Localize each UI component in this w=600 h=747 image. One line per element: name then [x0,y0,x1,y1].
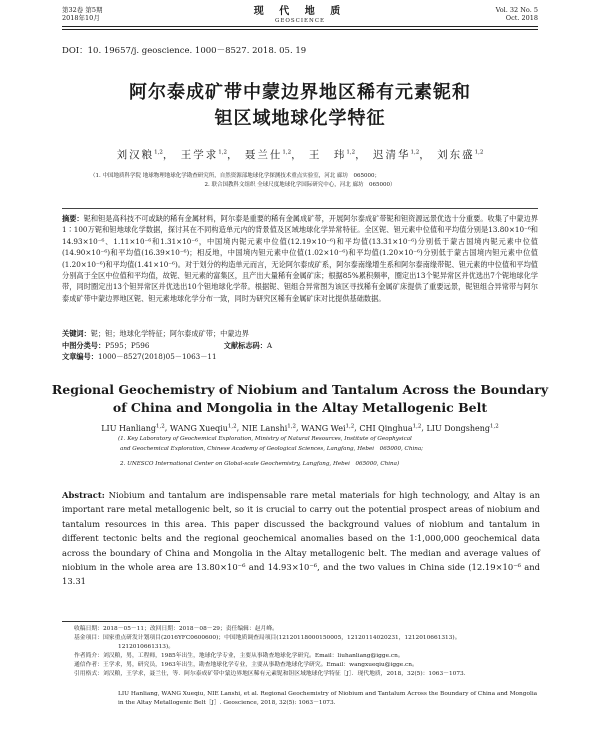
classification-line [62,340,538,362]
title-en-line1: Regional Geochemistry of Niobium and Tantalum Across the Boundary [51,382,549,397]
abstract-cn-text: 铌和钽是高科技不可或缺的稀有金属材料，阿尔泰是重要的稀有金属成矿带，开展阿尔泰成矿带铌和钽资源远景优选十分重要。收集了中蒙边界1∶100万铌和钽地球化学数据，探讨其在不同构造单元内的背景值及区域地球化学异常特征。全区铌、钽元素中位值和平均值分别是13.80×10⁻⁶和14.93×10⁻⁶、1.11×10⁻⁶和1.31×10⁻⁶，中国境内铌元素中位值(12.19×10⁻⁶)和平均值(13.31×10⁻⁶)分别低于蒙古国境内铌元素中位值(14.90×10⁻⁶)和平均值(16.39×10⁻⁶)；相反地，中国境内钽元素中位值(1.02×10⁻⁶)和平均值(1.20×10⁻⁶)分别低于蒙古国境内钽元素中位值(1.20×10⁻⁶)和平均值(1.41×10⁻⁶)。对于划分的构造单元而言，无论阿尔泰成矿系，阿尔泰南缘增生系和阿尔泰南缘带铌、钽元素的中位值和平均值分别高于全区中位值和平均值，故铌、钽元素的富集区，且产出大量稀有金属矿床；根据85%累积频率，圈定出13个铌异常区并优选出7个铌地球化学带，同时圈定出13个钽异常区并优选出10个钽地球化学带。根据铌、钽组合异常图为该区寻找稀有金属矿床提供了重要远景，铌钽组合异常带与阿尔泰成矿带中蒙边界地区铌、钽元素地球化学分布一致，同时为研究区稀有金属矿床对比提供基础数据。 [62,214,538,303]
section-divider [62,208,538,209]
footnote-corresponding-author: 通信作者：王学求，男，研究员，1963年出生，勘查地球化学专业，主要从事勘查地球化学研究。Email：wangxueqiu@igge.cn。 [74,662,418,668]
author-en: CHI Qinghua$^{1,2}$ [359,423,422,433]
affiliation-cn-2: 2. 联合国教科文组织 全球尺度地球化学国际研究中心，河北 廊坊 065000） [204,182,396,188]
journal-title-en: GEOSCIENCE [274,18,326,24]
abstract-en-text: Niobium and tantalum are indispensable rare metal materials for high technology, and Altay is an important rare metal metallogenic belt, so it is crucial to carry out the potential prospect areas of niobium and tantalum resources in this area. This paper discussed the background values of niobium and tantalum in different tectonic belts and the regional geochemical anomalies based on the 1∶1,000,000 geochemical data across the boundary of China and Mongolia in the Altay metallogenic belt. The median and average values of niobium in the whole area are 13.80×10⁻⁶ and 14.93×10⁻⁶, and the two values in China side (12.19×10⁻⁶ and 13.31 [62,490,540,587]
author-en: WANG Xueqiu$^{1,2}$ [169,423,237,433]
affiliation-cn-1: （1. 中国地质科学院 地球物理地球化学勘查研究所，自然资源部地球化学探测技术重点实验室，河北 廊坊 065000； [90,173,380,179]
footnote-citation-en: LIU Hanliang, WANG Xueqiu, NIE Lanshi, et al. Regional Geochemistry of Niobium and Tantalum Across the Boundary of China and Mongolia in the Altay Metallogenic Belt［J］. Geoscience, 2018, 32(5): 1063－1073. [118,691,538,706]
title-en-line2: of China and Mongolia in the Altay Metallogenic Belt [112,400,488,415]
authors-cn: 刘汉粮$^{1,2}$， 王学求$^{1,2}$， 聂兰仕$^{1,2}$， 王 玮$^{1,2}$， 迟清华$^{1,2}$， 刘东盛$^{1,2}$ [116,149,484,161]
header-rule [62,26,538,30]
author-cn: 迟清华$^{1,2}$ [373,149,420,161]
header-date-cn: 2018年10月 [62,14,100,22]
abstract-cn-label: 摘要： [62,214,84,223]
author-cn: 刘东盛$^{1,2}$ [437,149,484,161]
author-cn: 刘汉粮$^{1,2}$ [116,149,163,161]
keywords-cn-text: 铌；钽；地球化学特征；阿尔泰成矿带；中蒙边界 [90,329,249,338]
author-cn: 聂兰仕$^{1,2}$ [244,149,292,161]
title-cn-line2: 钽区域地球化学特征 [214,108,386,129]
affiliation-en-1: (1. Key Laboratory of Geochemical Exploration, Ministry of Natural Resources, Institute of Geophysical [118,436,412,442]
author-en: WANG Wei$^{1,2}$ [301,423,355,433]
footnote-citation-cn: 引用格式：刘汉粮，王学求，聂兰仕，等．阿尔泰成矿带中蒙边界地区稀有元素铌和钽区域地球化学特征［J］．现代地质，2018，32(5)：1063－1073. [74,671,466,677]
affiliation-en-2: and Geochemical Exploration, Chinese Academy of Geological Sciences, Langfang, Hebei 065000, China; [120,446,424,452]
authors-en: LIU Hanliang$^{1,2}$, WANG Xueqiu$^{1,2}$, NIE Lanshi$^{1,2}$, WANG Wei$^{1,2}$, CHI Qinghua$^{1,2}$, LIU Dongsheng$^{1,2}$ [101,423,499,433]
affiliation-en-3: 2. UNESCO International Center on Global-scale Geochemistry, Langfang, Hebei 065000, China) [120,461,400,467]
running-header [62,6,538,28]
clc-number: 中图分类号：P595；P596 [62,341,150,350]
footnote-fund: 基金项目：国家重点研发计划项目(2016YFC0600600)；中国地质调查局项目(12120118000150005，12120114020231，1212010661313)。 [74,635,461,641]
author-en: NIE Lanshi$^{1,2}$ [241,423,297,433]
header-volume-en [496,6,538,22]
footnote-first-author: 作者简介：刘汉粮，男，工程师，1985年出生，地球化学专业，主要从事勘查地球化学研究。Email：liuhanliang@igge.cn。 [74,653,404,659]
author-en: LIU Hanliang$^{1,2}$ [101,423,165,433]
author-cn: 王学求$^{1,2}$ [180,149,227,161]
abstract-cn [62,213,538,304]
header-volume-number-en: Vol. 32 No. 5 [495,6,538,14]
header-journal [62,6,538,25]
article-number: 文章编号：1000－8527(2018)05－1063－11 [62,352,217,361]
abstract-en [62,488,540,589]
footnote-rule [62,621,180,622]
doi[interactable]: DOI：10. 19657/j. geoscience. 1000－8527. 2018. 05. 19 [62,46,307,56]
keywords-cn-label: 关键词： [62,329,91,338]
journal-title-cn: 现 代 地 质 [253,6,347,17]
keywords-cn [62,328,538,339]
header-date-en: Oct. 2018 [505,14,538,22]
footnote-fund-continued: 1212010661313)。 [118,644,175,650]
header-volume-cn: 第32卷 第5期 [62,6,103,14]
abstract-en-label: Abstract: [62,490,105,500]
title-cn-line1: 阿尔泰成矿带中蒙边界地区稀有元素铌和 [129,82,471,103]
document-code: 文献标志码：A [223,341,273,350]
author-en: LIU Dongsheng$^{1,2}$ [426,423,499,433]
author-cn: 王 玮$^{1,2}$ [308,149,356,161]
footnote-received: 收稿日期：2018－05－11；改回日期：2018－08－29；责任编辑：赵月峰。 [74,626,278,632]
